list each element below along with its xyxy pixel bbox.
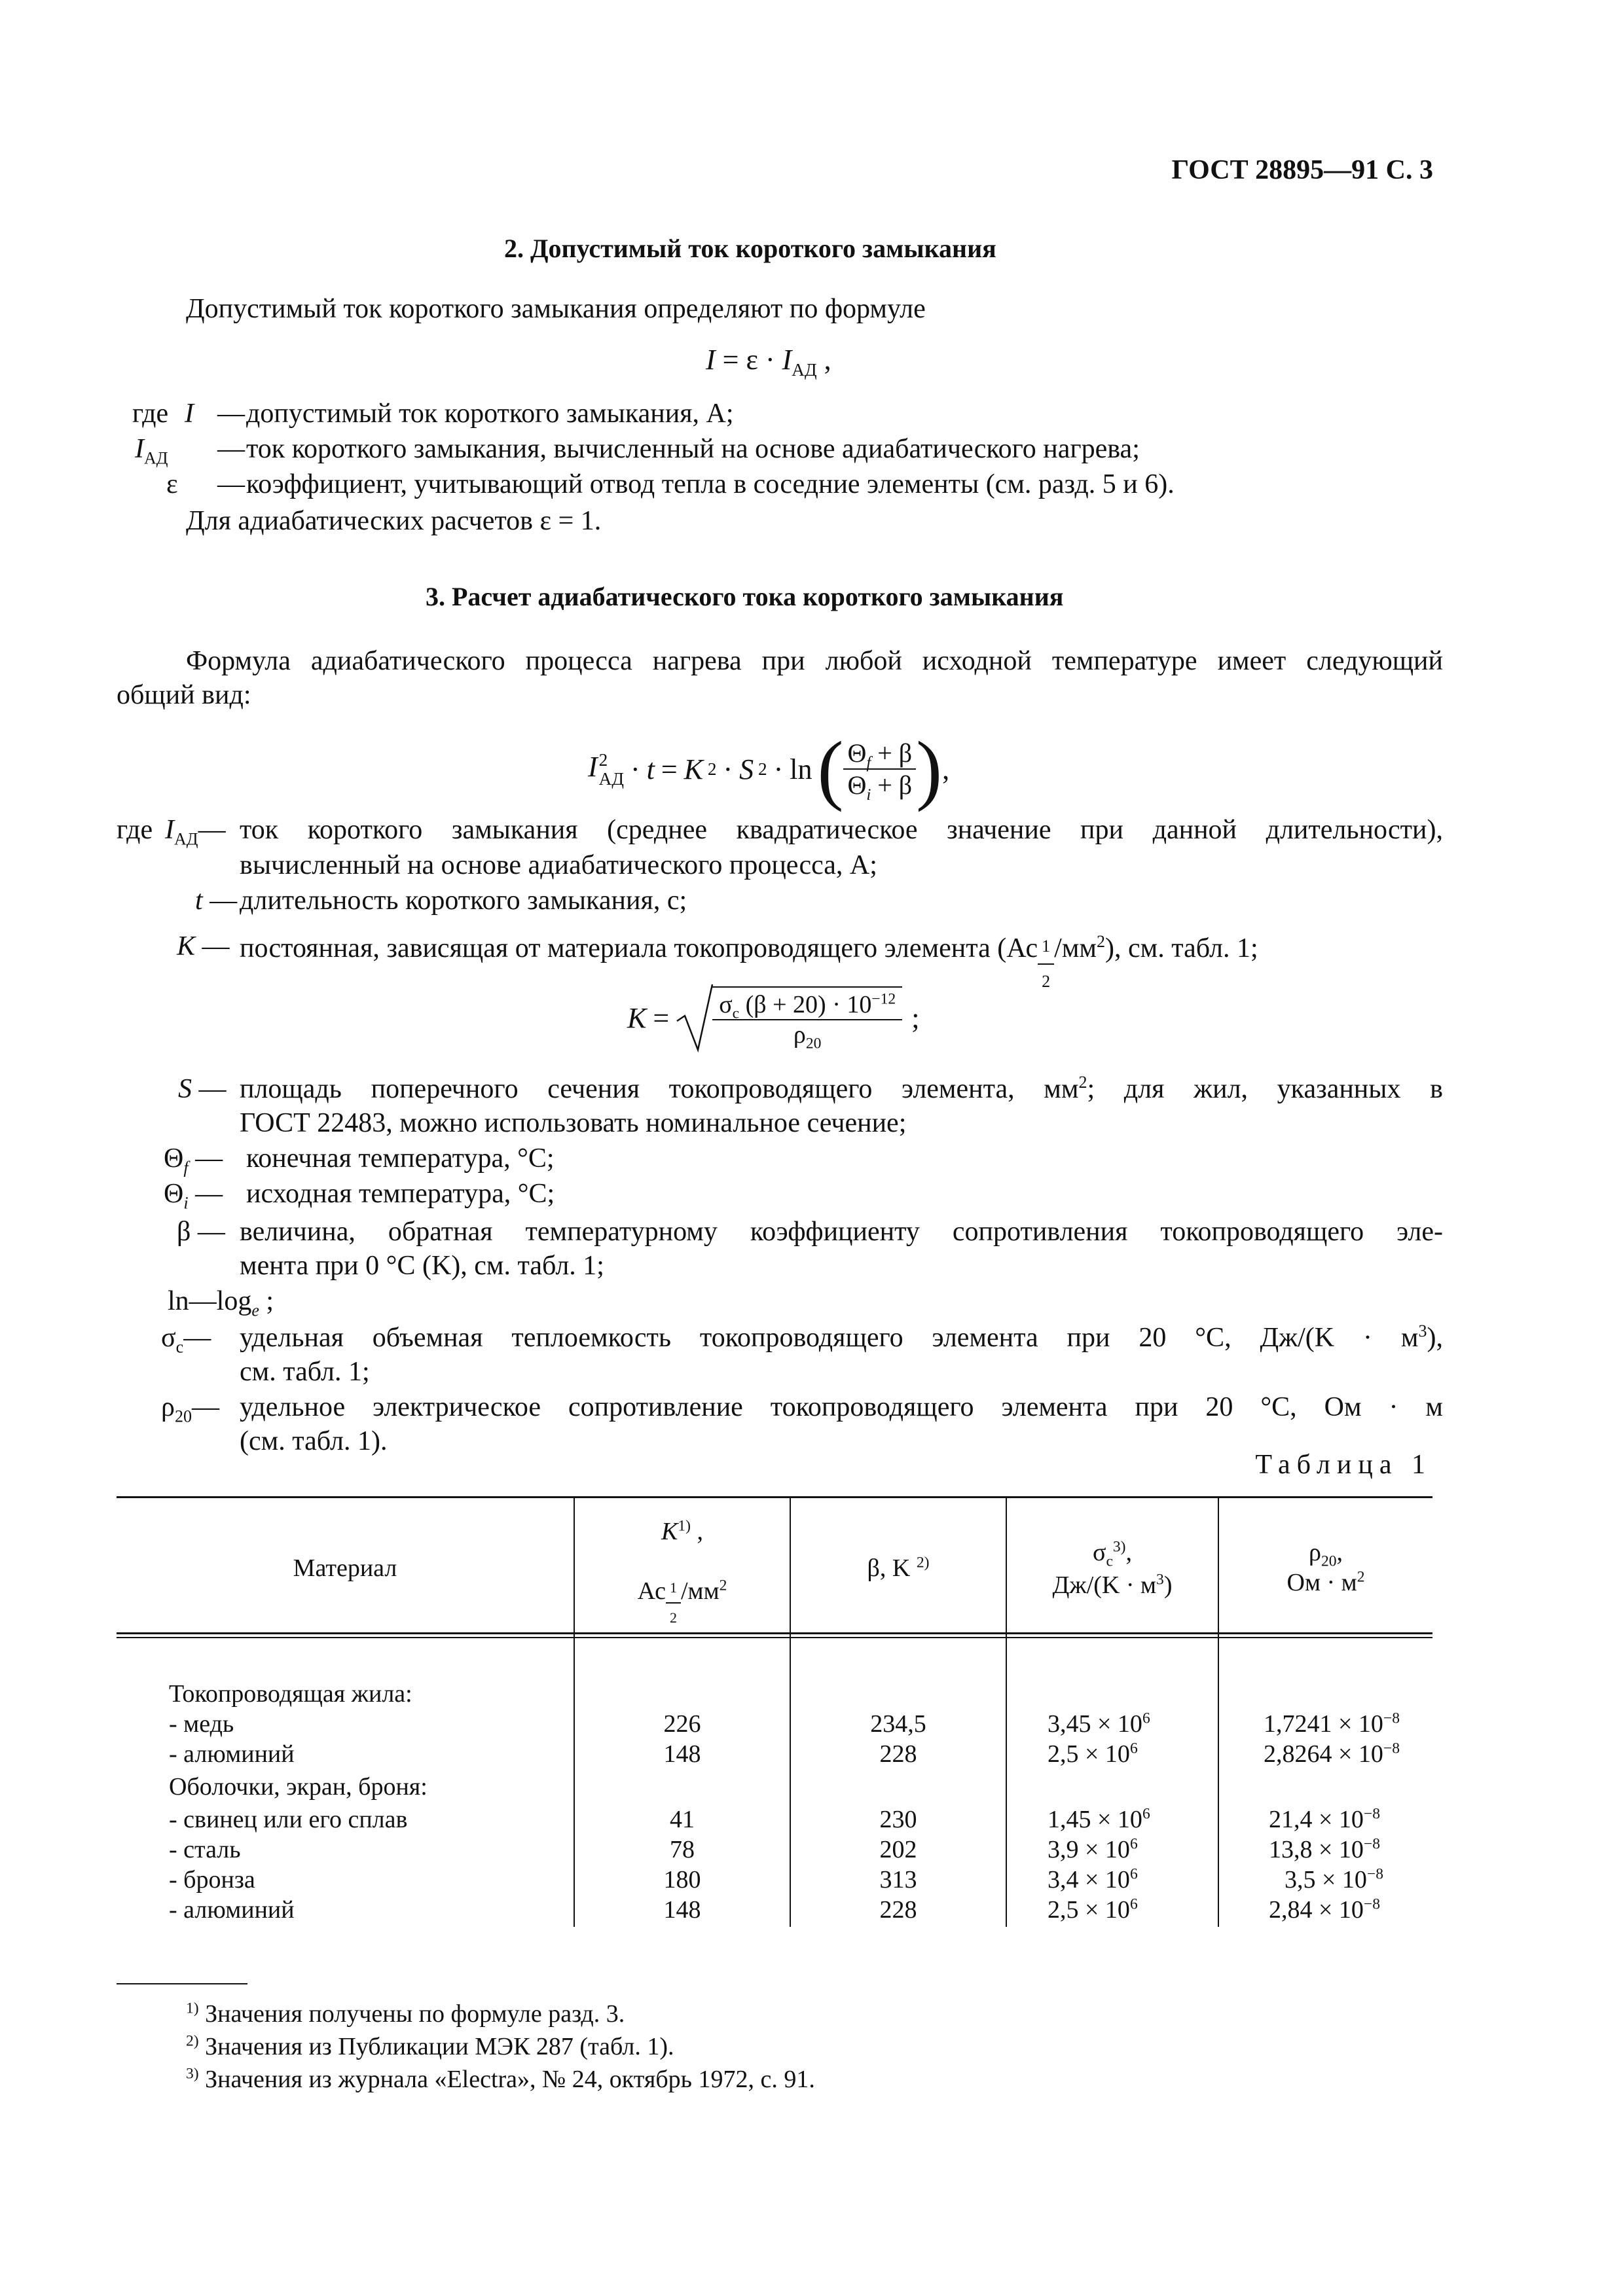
- row-rho: $2,84 \times 10^{-8}$: [1269, 1895, 1380, 1924]
- section-3-title: 3. Расчет адиабатического тока короткого замыкания: [426, 582, 1064, 611]
- header-sigma-unit: $Дж/(K \cdot м^3)$: [1052, 1571, 1173, 1599]
- header-k: $K^{1)}$ ,: [661, 1517, 703, 1545]
- def-text-rho-line2: (см. табл. 1).: [240, 1426, 388, 1456]
- def-text-sigma-line2: см. табл. 1;: [240, 1357, 370, 1387]
- def-text-rho-line1: удельное электрическое сопротивление токопроводящего элемента при 20 °С, Ом · м: [240, 1392, 1443, 1422]
- row-rho: $13,8 \times 10^{-8}$: [1269, 1835, 1380, 1863]
- section-3-intro: Формула адиабатического процесса нагрева при любой исходной температуре имеет следующий: [186, 646, 1443, 676]
- def-text-theta-f: конечная температура, °С;: [246, 1143, 555, 1174]
- def-symbol-k: K —: [177, 931, 230, 961]
- document-reference: ГОСТ 28895—91 С. 3: [1171, 155, 1433, 185]
- row-beta: 202: [879, 1836, 917, 1863]
- row-k: 148: [663, 1740, 701, 1768]
- row-beta: 228: [879, 1740, 917, 1768]
- row-beta: 313: [879, 1866, 917, 1893]
- header-material: Материал: [293, 1554, 397, 1582]
- def-symbol-i-ad: $I_{АД}—$: [165, 815, 226, 849]
- def-symbol-t: t —: [195, 886, 238, 916]
- def-text-i-ad: ток короткого замыкания, вычисленный на основе адиабатического нагрева;: [246, 434, 1140, 464]
- def-where-label: где: [132, 399, 169, 429]
- group-name: Токопроводящая жила:: [169, 1680, 412, 1708]
- def-text-s-line2: ГОСТ 22483, можно использовать номинальное сечение;: [240, 1108, 907, 1138]
- def-text-theta-i: исходная температура, °С;: [246, 1179, 555, 1209]
- row-sigma: $2,5 \times 10^6$: [1048, 1895, 1138, 1924]
- table-header-border-2: [117, 1637, 1432, 1638]
- def-symbol-theta-f: $\Theta_f$ —: [164, 1143, 223, 1177]
- row-beta: 228: [879, 1896, 917, 1924]
- row-rho: $1,7241 \times 10^{-8}$: [1264, 1710, 1400, 1738]
- def-text-i-ad-line1: ток короткого замыкания (среднее квадратическое значение при данной длительности),: [240, 815, 1443, 845]
- row-material: - алюминий: [169, 1740, 295, 1768]
- section-2-note: Для адиабатических расчетов ε = 1.: [186, 506, 602, 536]
- def-dash: —: [217, 469, 245, 499]
- def-text-beta-line1: величина, обратная температурному коэффициенту сопротивления токопроводящего эле-: [240, 1217, 1443, 1247]
- row-sigma: $1,45 \times 10^6$: [1048, 1805, 1150, 1833]
- row-rho: $3,5 \times 10^{-8}$: [1285, 1865, 1383, 1893]
- section-2-title: 2. Допустимый ток короткого замыкания: [504, 234, 996, 263]
- row-material: - медь: [169, 1710, 234, 1738]
- footnote-2: $^{2)}$ Значения из Публикации МЭК 287 (табл. 1).: [186, 2032, 674, 2060]
- header-rho: $\rho_{20}$,: [1308, 1539, 1343, 1570]
- def-symbol-i: I: [185, 399, 194, 429]
- row-beta: 234,5: [870, 1710, 926, 1738]
- row-k: 180: [663, 1866, 701, 1893]
- row-k: 41: [670, 1806, 695, 1833]
- sqrt-sign: [676, 982, 715, 1054]
- header-beta: β, K $^{2)}$: [867, 1554, 930, 1582]
- def-symbol-theta-i: $\Theta_i$ —: [164, 1179, 223, 1213]
- row-material: - свинец или его сплав: [169, 1806, 408, 1833]
- def-dash: —: [217, 434, 245, 464]
- row-rho: $2,8264 \times 10^{-8}$: [1264, 1740, 1400, 1768]
- def-text-epsilon: коэффициент, учитывающий отвод тепла в соседние элементы (см. разд. 5 и 6).: [246, 469, 1175, 499]
- footnote-rule: [117, 1983, 247, 1984]
- table-header-border: [117, 1632, 1432, 1634]
- row-rho: $21,4 \times 10^{-8}$: [1269, 1805, 1380, 1833]
- def-symbol-rho: $\rho_{20}—$: [161, 1392, 219, 1426]
- def-text-s-line1: площадь поперечного сечения токопроводящего элемента, $мм^2$; для жил, указанных в: [240, 1073, 1443, 1104]
- def-symbol-s: S —: [178, 1074, 227, 1104]
- def-text-k: постоянная, зависящая от материала токопроводящего элемента (Ас $\frac{1}{2}$ $/мм^2$), см. табл. 1;: [240, 929, 1258, 999]
- row-k: 226: [663, 1710, 701, 1738]
- row-sigma: $3,45 \times 10^6$: [1048, 1710, 1150, 1738]
- def-symbol-epsilon: ε: [166, 469, 178, 499]
- row-sigma: $3,9 \times 10^6$: [1048, 1835, 1138, 1863]
- formula-adiabatic: I 2 АД · t = K 2 · S 2 · ln ( $\frac{\Theta_f + \beta}{\Theta_i + \beta}$ ) ,: [588, 725, 950, 812]
- row-sigma: $2,5 \times 10^6$: [1048, 1740, 1138, 1768]
- group-name: Оболочки, экран, броня:: [169, 1773, 428, 1801]
- def-ln: $\ln—\log_e$ ;: [168, 1286, 274, 1320]
- page-header: [1171, 154, 1433, 186]
- header-sigma: $\sigma_с^{3)}$,: [1092, 1538, 1133, 1570]
- def-text-beta-line2: мента при 0 °С (K), см. табл. 1;: [240, 1251, 604, 1281]
- row-k: 78: [670, 1836, 695, 1863]
- def-text-sigma-line1: удельная объемная теплоемкость токопроводящего элемента при 20 °С, $Дж/(K \cdot м^3)$,: [240, 1321, 1443, 1353]
- table-top-border: [117, 1496, 1432, 1498]
- footnote-3: $^{3)}$ Значения из журнала «Electra», № 24, октябрь 1972, с. 91.: [186, 2065, 815, 2093]
- def-dash: —: [217, 399, 245, 429]
- header-rho-unit: Ом · $м^2$: [1286, 1568, 1365, 1596]
- row-material: - бронза: [169, 1866, 255, 1893]
- row-material: - алюминий: [169, 1896, 295, 1924]
- def-symbol-sigma: $\sigma_c—$: [161, 1323, 211, 1357]
- section-3-intro-cont: общий вид:: [117, 680, 251, 710]
- def-text-t: длительность короткого замыкания, с;: [240, 886, 687, 916]
- row-beta: 230: [879, 1806, 917, 1833]
- formula-permissible-current: $I = \varepsilon \cdot I_{АД}$ ,: [706, 344, 831, 380]
- def-where-label: где: [117, 815, 153, 845]
- def-symbol-i-ad: $I_{АД}$: [135, 434, 168, 468]
- row-material: - сталь: [169, 1836, 241, 1863]
- section-2-intro: Допустимый ток короткого замыкания определяют по формуле: [186, 294, 926, 324]
- table-caption: Таблица 1: [1255, 1450, 1432, 1480]
- def-text-i: допустимый ток короткого замыкания, А;: [246, 399, 734, 429]
- row-sigma: $3,4 \times 10^6$: [1048, 1865, 1138, 1893]
- formula-k: K = $\sigma_c$ $(\beta + 20) \cdot 10^{-12}$ $\rho_{20}$ ;: [627, 982, 919, 1054]
- header-k-unit: Ас $\frac{1}{2}$ $/мм^2$: [575, 1573, 790, 1632]
- footnote-1: $^{1)}$ Значения получены по формуле разд. 3.: [186, 2000, 625, 2028]
- def-text-i-ad-line2: вычисленный на основе адиабатического процесса, А;: [240, 850, 877, 880]
- row-k: 148: [663, 1896, 701, 1924]
- def-symbol-beta: β —: [177, 1217, 225, 1247]
